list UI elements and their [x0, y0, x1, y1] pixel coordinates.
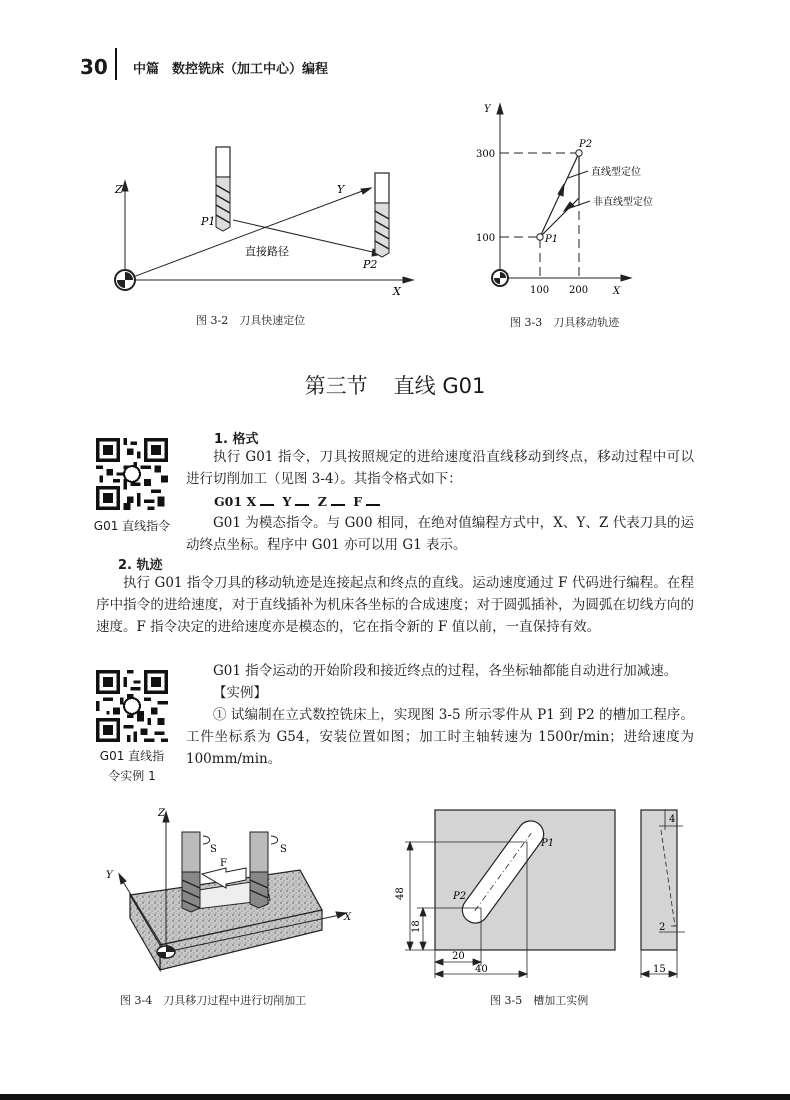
tick-label-100-x: 100 — [530, 285, 550, 296]
p2-label: P2 — [453, 891, 467, 902]
dimension-2: 2 — [659, 922, 666, 933]
end-mill-icon — [375, 173, 389, 257]
subsection-heading: 1. 格式 — [214, 432, 259, 447]
dimension-18: 18 — [411, 920, 422, 933]
dimension-15: 15 — [653, 964, 666, 975]
subsection-heading: 2. 轨迹 — [118, 558, 163, 573]
running-title: 中篇 数控铣床（加工中心）编程 — [133, 62, 329, 77]
figure-3-2 — [95, 135, 425, 300]
feed-label: F — [220, 858, 227, 869]
syntax-f: F — [353, 494, 363, 509]
section-heading: 直线 G01 — [393, 374, 486, 398]
origin-marker-icon — [115, 270, 135, 290]
figure-3-5-caption: 图 3-5 槽加工实例 — [490, 994, 589, 1007]
axis-y-label: Y — [106, 870, 113, 881]
p1-label: P1 — [545, 234, 559, 245]
syntax-line — [214, 494, 384, 509]
paragraph — [186, 512, 694, 556]
p2-label: P2 — [363, 258, 378, 271]
origin-marker-icon — [492, 270, 508, 286]
direct-path-label: 直接路径 — [245, 245, 289, 258]
figure-3-2-caption: 图 3-2 刀具快速定位 — [196, 314, 306, 327]
qr-label — [80, 746, 184, 786]
origin-marker-icon — [157, 946, 175, 958]
syntax-x: X — [246, 494, 257, 509]
dimension-40: 40 — [475, 964, 488, 975]
syntax-z: Z — [317, 494, 327, 509]
qr-code-icon[interactable] — [96, 438, 168, 510]
tick-label-300: 300 — [476, 149, 496, 160]
axis-x-label: X — [393, 285, 401, 298]
spindle-label: S — [210, 844, 217, 855]
end-mill-icon — [216, 147, 230, 231]
figure-3-4-caption: 图 3-4 刀具移刀过程中进行切削加工 — [120, 994, 307, 1007]
qr-label-line: 令实例 1 — [108, 769, 156, 783]
axis-x-label: X — [344, 912, 352, 923]
syntax-g01: G01 — [214, 494, 243, 509]
legend-nonlinear: 非直线型定位 — [593, 197, 653, 208]
page-bottom-rule — [0, 1094, 790, 1100]
axis-z-label: Z — [158, 808, 165, 819]
axis-y-label: Y — [337, 183, 345, 196]
figure-3-5 — [395, 800, 695, 985]
paragraph-text: 执行 G01 指令，刀具按照规定的进给速度沿直线移动到终点，移动过程中可以进行切削加工（见图 3-4）。其指令格式如下： — [186, 449, 694, 487]
page-number: 30 — [80, 55, 108, 79]
p2-label: P2 — [579, 139, 593, 150]
paragraph-text: ① 试编制在立式数控铣床上，实现图 3-5 所示零件从 P1 到 P2 的槽加工程序。工件坐标系为 G54，安装位置如图；加工时主轴转速为 1500r/min；进给速度为 100mm/min。 — [186, 707, 694, 767]
figure-3-3-caption: 图 3-3 刀具移动轨迹 — [510, 316, 620, 329]
qr-label-line: G01 直线指 — [99, 749, 165, 763]
paragraph — [186, 660, 694, 770]
syntax-y: Y — [282, 494, 292, 509]
tick-label-200-x: 200 — [569, 285, 589, 296]
spindle-label: S — [280, 844, 287, 855]
axis-z-label: Z — [115, 183, 123, 196]
paragraph-text: G01 为模态指令。与 G00 相同，在绝对值编程方式中，X、Y、Z 代表刀具的运动终点坐标。程序中 G01 亦可以用 G1 表示。 — [186, 515, 694, 553]
paragraph — [186, 446, 694, 490]
section-title — [0, 370, 790, 400]
axis-y-label: Y — [484, 104, 491, 115]
section-prefix: 第三节 — [304, 374, 368, 398]
paragraph-text: G01 指令运动的开始阶段和接近终点的过程，各坐标轴都能自动进行加减速。 — [213, 663, 678, 679]
header-divider — [115, 48, 117, 80]
tick-label-100-y: 100 — [476, 233, 496, 244]
figure-3-4 — [100, 800, 370, 990]
p1-label: P1 — [541, 838, 555, 849]
paragraph-text: 执行 G01 指令刀具的移动轨迹是连接起点和终点的直线。运动速度通过 F 代码进行编程。在程序中指令的进给速度，对于直线插补为机床各坐标的合成速度；对于圆弧插补，为圆弧在切线方向的速度。F 指令决定的进给速度亦是模态的，它在指令新的 F 值以前，一直保持有效。 — [96, 575, 694, 635]
paragraph — [96, 572, 694, 638]
p1-label: P1 — [201, 215, 216, 228]
example-heading: 【实例】 — [213, 685, 267, 701]
dimension-4: 4 — [669, 814, 676, 825]
legend-linear: 直线型定位 — [591, 167, 641, 178]
dimension-48: 48 — [395, 887, 406, 900]
figure-3-3 — [470, 98, 670, 303]
axis-x-label: X — [613, 286, 621, 297]
qr-code-icon[interactable] — [96, 670, 168, 742]
dimension-20: 20 — [452, 951, 465, 962]
qr-label: G01 直线指令 — [93, 519, 171, 533]
